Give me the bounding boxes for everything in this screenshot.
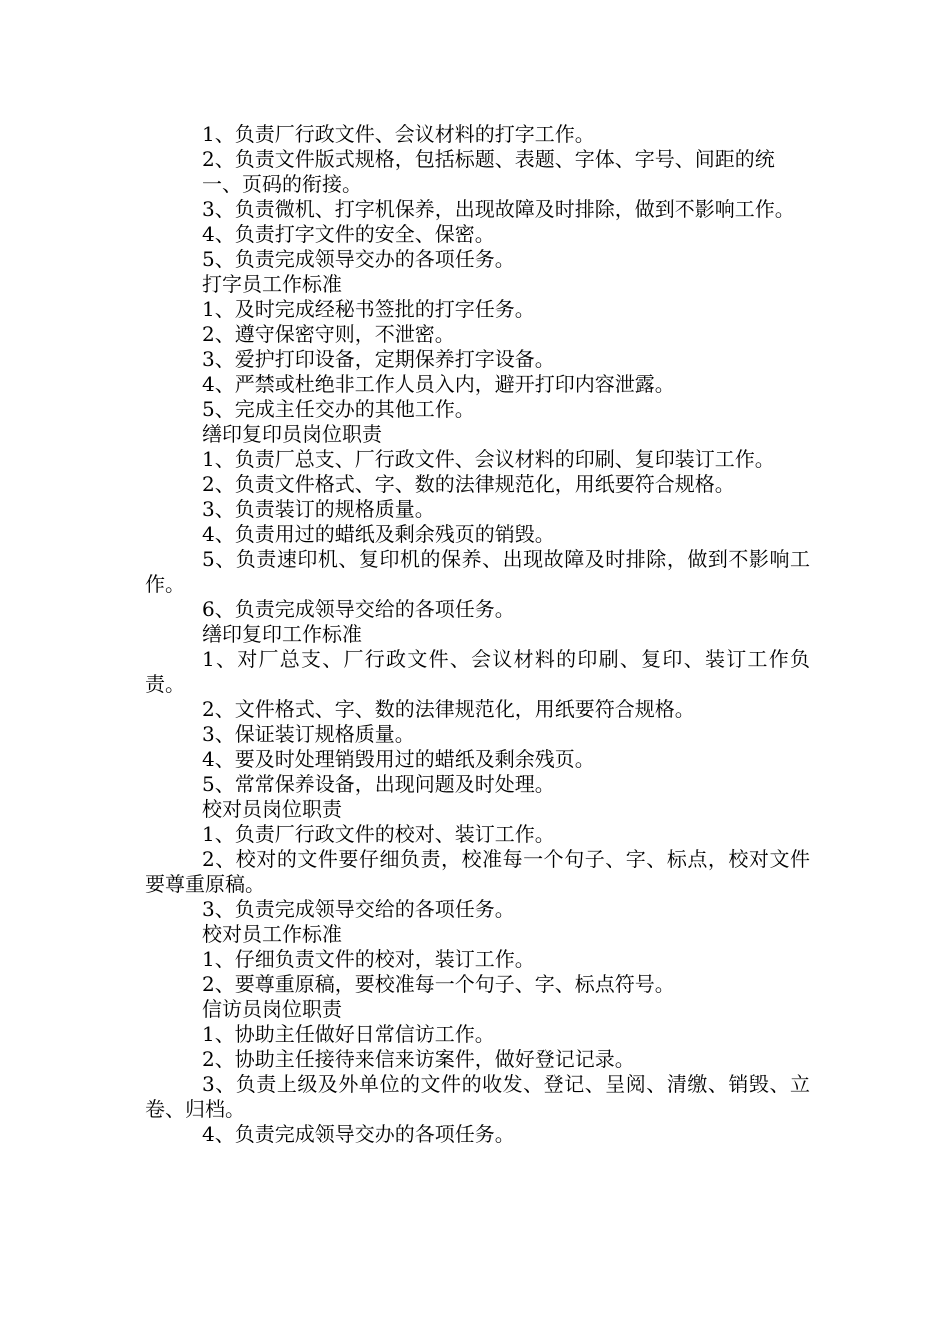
paragraph: 1、负责厂行政文件、会议材料的打字工作。 bbox=[202, 122, 595, 146]
paragraph: 5、常常保养设备，出现问题及时处理。 bbox=[202, 772, 555, 796]
paragraph: 5、负责速印机、复印机的保养、出现故障及时排除，做到不影响工作。 bbox=[145, 547, 810, 596]
paragraph: 4、负责用过的蜡纸及剩余残页的销毁。 bbox=[202, 522, 555, 546]
paragraph: 3、负责装订的规格质量。 bbox=[202, 497, 435, 521]
paragraph: 5、完成主任交办的其他工作。 bbox=[202, 397, 475, 421]
section-heading: 打字员工作标准 bbox=[202, 272, 342, 296]
paragraph: 4、负责打字文件的安全、保密。 bbox=[202, 222, 495, 246]
paragraph: 2、校对的文件要仔细负责，校准每一个句子、字、标点，校对文件要尊重原稿。 bbox=[145, 847, 810, 896]
paragraph: 1、对厂总支、厂行政文件、会议材料的印刷、复印、装订工作负责。 bbox=[145, 647, 810, 696]
paragraph: 6、负责完成领导交给的各项任务。 bbox=[202, 597, 515, 621]
paragraph: 2、要尊重原稿，要校准每一个句子、字、标点符号。 bbox=[202, 972, 675, 996]
paragraph: 一、页码的衔接。 bbox=[202, 172, 362, 196]
paragraph: 2、负责文件版式规格，包括标题、表题、字体、字号、间距的统 bbox=[202, 147, 775, 171]
paragraph: 1、仔细负责文件的校对，装订工作。 bbox=[202, 947, 535, 971]
paragraph: 2、遵守保密守则，不泄密。 bbox=[202, 322, 455, 346]
section-heading: 缮印复印工作标准 bbox=[202, 622, 362, 646]
paragraph: 3、负责上级及外单位的文件的收发、登记、呈阅、清缴、销毁、立卷、归档。 bbox=[145, 1072, 810, 1121]
section-heading: 校对员岗位职责 bbox=[202, 797, 342, 821]
paragraph: 3、爱护打印设备，定期保养打字设备。 bbox=[202, 347, 555, 371]
paragraph: 1、及时完成经秘书签批的打字任务。 bbox=[202, 297, 535, 321]
paragraph: 3、负责微机、打字机保养，出现故障及时排除，做到不影响工作。 bbox=[202, 197, 795, 221]
section-heading: 信访员岗位职责 bbox=[202, 997, 342, 1021]
paragraph: 4、负责完成领导交办的各项任务。 bbox=[202, 1122, 515, 1146]
paragraph: 4、要及时处理销毁用过的蜡纸及剩余残页。 bbox=[202, 747, 595, 771]
section-heading: 校对员工作标准 bbox=[202, 922, 342, 946]
paragraph: 1、负责厂总支、厂行政文件、会议材料的印刷、复印装订工作。 bbox=[202, 447, 775, 471]
paragraph: 3、负责完成领导交给的各项任务。 bbox=[202, 897, 515, 921]
paragraph: 2、协助主任接待来信来访案件，做好登记记录。 bbox=[202, 1047, 635, 1071]
paragraph: 2、负责文件格式、字、数的法律规范化，用纸要符合规格。 bbox=[202, 472, 735, 496]
section-heading: 缮印复印员岗位职责 bbox=[202, 422, 382, 446]
paragraph: 1、负责厂行政文件的校对、装订工作。 bbox=[202, 822, 555, 846]
paragraph: 4、严禁或杜绝非工作人员入内，避开打印内容泄露。 bbox=[202, 372, 675, 396]
paragraph: 5、负责完成领导交办的各项任务。 bbox=[202, 247, 515, 271]
paragraph: 2、文件格式、字、数的法律规范化，用纸要符合规格。 bbox=[202, 697, 695, 721]
paragraph: 3、保证装订规格质量。 bbox=[202, 722, 415, 746]
paragraph: 1、协助主任做好日常信访工作。 bbox=[202, 1022, 495, 1046]
document-body bbox=[145, 122, 810, 1147]
